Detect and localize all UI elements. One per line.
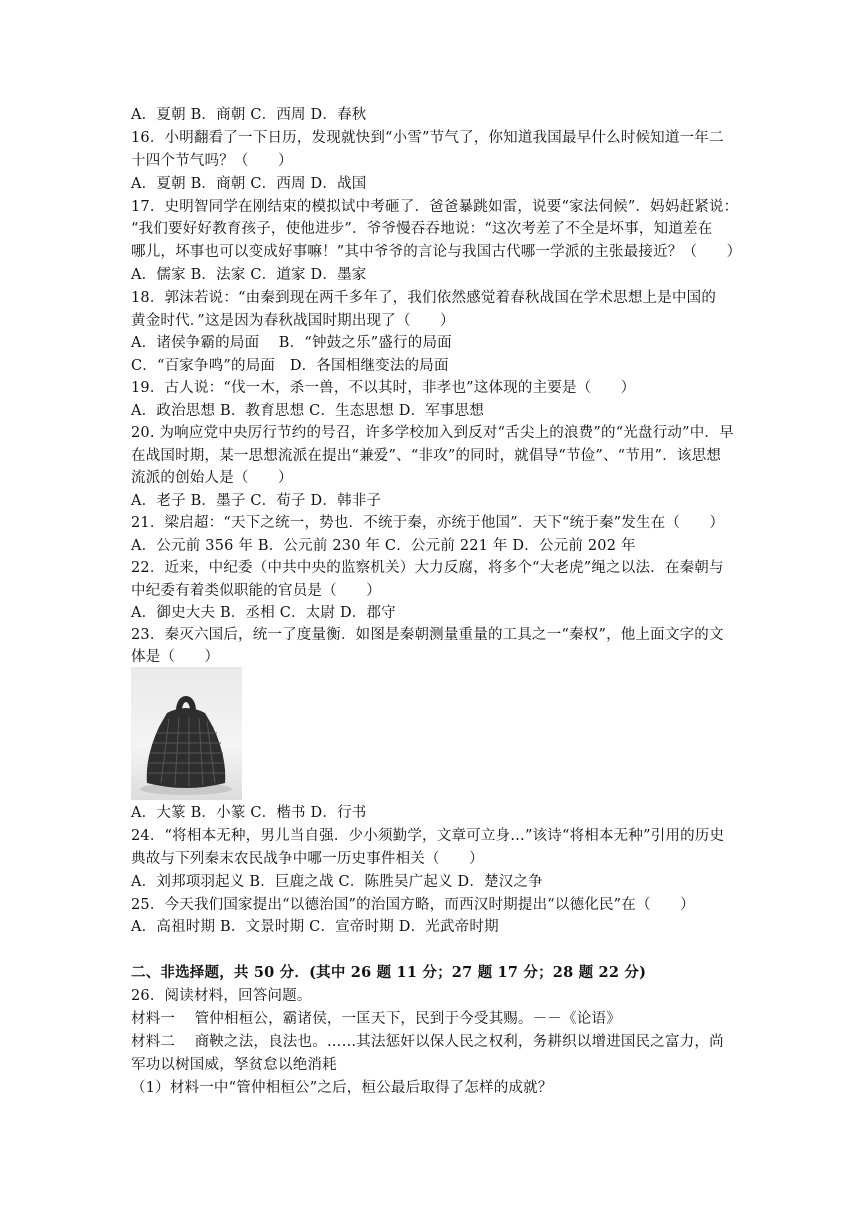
q23-options: A．大篆 B．小篆 C．楷书 D．行书 <box>131 805 367 821</box>
q25-stem: 25．今天我们国家提出“以德治国”的治国方略，而西汉时期提出“以德化民”在（ ） <box>131 897 695 913</box>
q17-stem-line1: 17．史明智同学在刚结束的模拟试中考砸了．爸爸暴跳如雷，说要“家法伺候”．妈妈赶紧说： <box>131 199 739 215</box>
q16-stem-line2: 十四个节气吗？（ ） <box>131 153 293 169</box>
q20-stem-line3: 流派的创始人是（ ） <box>131 470 293 486</box>
q23-stem-line1: 23．秦灭六国后，统一了度量衡．如图是秦朝测量重量的工具之一“秦权”，他上面文字的文 <box>131 627 724 643</box>
material-two-line2: 军功以树国威，孥贫怠以绝消耗 <box>131 1057 337 1073</box>
q20-options: A．老子 B．墨子 C．荀子 D．韩非子 <box>131 493 382 509</box>
material-two-line1: 材料二 商鞅之法，良法也。……其法惩奸以保人民之权利，务耕织以增进国民之富力，尚 <box>131 1034 724 1050</box>
q21-stem: 21．梁启超：“天下之统一，势也．不统于秦，亦统于他国”．天下“统于秦”发生在（ ） <box>131 515 725 531</box>
q18-stem-line1: 18．郭沫若说：“由秦到现在两千多年了，我们依然感觉着春秋战国在学术思想上是中国的 <box>131 290 717 306</box>
q17-stem-line2: “我们要好好教育孩子，使他进步”．爷爷慢吞吞地说：“这次考差了不全是坏事，知道差在 <box>131 221 713 237</box>
q18-options-ab: A．诸侯争霸的局面 B．“钟鼓之乐”盛行的局面 <box>131 335 452 351</box>
q24-options: A．刘邦项羽起义 B．巨鹿之战 C．陈胜吴广起义 D．楚汉之争 <box>131 874 543 890</box>
section-two-heading: 二、非选择题，共 50 分．(其中 26 题 11 分；27 题 17 分；28 题 22 分) <box>131 964 647 981</box>
q26-subquestion-1: （1）材料一中“管仲相桓公”之后，桓公最后取得了怎样的成就？ <box>131 1080 553 1096</box>
material-one: 材料一 管仲相桓公，霸诸侯，一匡天下，民到于今受其赐。－－《论语》 <box>131 1011 621 1027</box>
q24-stem-line2: 典故与下列秦末农民战争中哪一历史事件相关（ ） <box>131 851 484 867</box>
q18-stem-line2: 黄金时代．”这是因为春秋战国时期出现了（ ） <box>131 313 455 329</box>
q24-stem-line1: 24．“将相本无种，男儿当自强．少小须勤学，文章可立身…”该诗“将相本无种”引用的历史 <box>131 828 725 844</box>
q17-options: A．儒家 B．法家 C．道家 D．墨家 <box>131 267 367 283</box>
q22-stem-line1: 22．近来，中纪委（中共中央的监察机关）大力反腐，将多个“大老虎”绳之以法．在秦朝与 <box>131 560 724 576</box>
q22-options: A．御史大夫 B．丞相 C．太尉 D．郡守 <box>131 605 396 621</box>
q16-options: A．夏朝 B．商朝 C．西周 D．战国 <box>131 176 367 192</box>
q16-stem-line1: 16．小明翻看了一下日历，发现就快到“小雪”节气了，你知道我国最早什么时候知道一年二 <box>131 130 724 146</box>
q22-stem-line2: 中纪委有着类似职能的官员是（ ） <box>131 583 381 599</box>
q26-stem: 26．阅读材料，回答问题。 <box>131 988 312 1004</box>
qin-quan-weight-photo <box>131 667 242 800</box>
q23-stem-line2: 体是（ ） <box>131 649 220 665</box>
q18-options-cd: C．“百家争鸣”的局面 D．各国相继变法的局面 <box>131 358 449 374</box>
q25-options: A．高祖时期 B．文景时期 C．宣帝时期 D．光武帝时期 <box>131 919 499 935</box>
q20-stem-line2: 在战国时期，某一思想流派在提出“兼爱”、“非攻”的同时，就倡导“节俭”、“节用”．该思想 <box>131 448 722 464</box>
q21-options: A．公元前 356 年 B．公元前 230 年 C．公元前 221 年 D．公元前 202 年 <box>131 538 636 554</box>
q15-options: A．夏朝 B．商朝 C．西周 D．春秋 <box>131 107 367 123</box>
q17-stem-line3: 哪儿，坏事也可以变成好事嘛！”其中爷爷的言论与我国古代哪一学派的主张最接近？（ ） <box>131 244 742 260</box>
q19-stem: 19．古人说：“伐一木，杀一兽，不以其时，非孝也”这体现的主要是（ ） <box>131 380 636 396</box>
q19-options: A．政治思想 B．教育思想 C．生态思想 D．军事思想 <box>131 403 485 419</box>
q20-stem-line1: 20. 为响应党中央厉行节约的号召，许多学校加入到反对“舌尖上的浪费”的“光盘行动”中．早 <box>131 425 734 441</box>
